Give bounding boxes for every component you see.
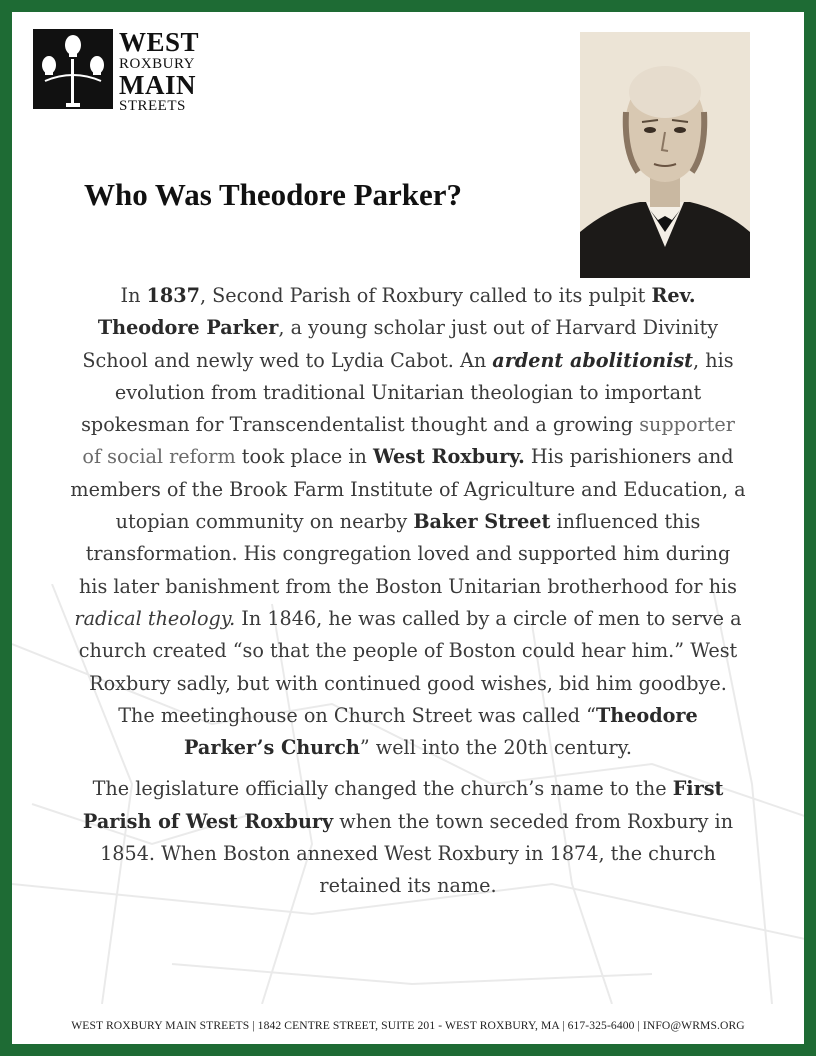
- text-run: In: [120, 284, 147, 307]
- logo-wordmark: [119, 29, 199, 114]
- bold-theodore-parkers-church: Theodore Parker’s Church: [184, 703, 698, 760]
- logo-line-main: MAIN: [119, 70, 196, 100]
- bold-baker-street: Baker Street: [413, 510, 551, 534]
- text-run: influenced this transformation. His congregation loved and supported him during his later banishment from the Boston Unitarian brotherhood for his: [78, 510, 738, 598]
- text-run: , his evolution from traditional Unitarian theologian to important spokesman for Transcendentalist thought and a growing: [81, 348, 734, 437]
- text-run: ” well into the 20th century.: [359, 736, 632, 760]
- paragraph-1: [70, 280, 746, 764]
- bold-italic-ardent-abolitionist: ardent abolitionist: [492, 348, 694, 372]
- logo-line-roxbury: ROXBURY: [119, 56, 196, 72]
- text-run: , a young scholar just out of Harvard Divinity School and newly wed to Lydia Cabot. An: [82, 316, 719, 372]
- bold-first-parish-of-west-roxbury: First Parish of West Roxbury: [82, 777, 724, 833]
- street-lamp-logo-icon: [33, 29, 113, 109]
- footer-contact: WEST ROXBURY MAIN STREETS | 1842 CENTRE STREET, SUITE 201 - WEST ROXBURY, MA | 617-325-6400 | INFO@WRMS.ORG: [71, 1019, 745, 1032]
- text-run: In 1846, he was called by a circle of men to serve a church created “so that the people of Boston could hear him.” West Roxbury sadly, but with continued good wishes, bid him goodbye. The meetinghouse on Church Street was called “: [78, 606, 742, 727]
- text-run: when the town seceded from Roxbury in 1854. When Boston annexed West Roxbury in 1874, the church retained its name.: [100, 809, 734, 898]
- bold-year-1837: 1837: [146, 284, 200, 307]
- logo-line-streets: STREETS: [119, 98, 186, 114]
- italic-radical-theology: radical theology.: [74, 606, 236, 630]
- wrms-logo: [33, 27, 218, 114]
- bold-west-roxbury: West Roxbury.: [372, 445, 525, 469]
- bold-rev-theodore-parker: Rev. Theodore Parker: [97, 284, 696, 340]
- logo-line-west: WEST: [119, 27, 200, 57]
- text-run: , Second Parish of Roxbury called to its pulpit: [199, 284, 652, 307]
- text-run: The legislature officially changed the church’s name to the: [92, 777, 673, 801]
- page-title: Who Was Theodore Parker?: [84, 177, 463, 212]
- paragraph-2: [70, 773, 746, 902]
- supporter-of-social-reform: supporter of social reform: [82, 413, 735, 469]
- article-body: [70, 280, 746, 903]
- text-run: took place in: [235, 445, 373, 469]
- theodore-parker-portrait: [580, 32, 750, 278]
- text-run: His parishioners and members of the Brook Farm Institute of Agriculture and Education, a utopian community on nearby: [70, 445, 746, 534]
